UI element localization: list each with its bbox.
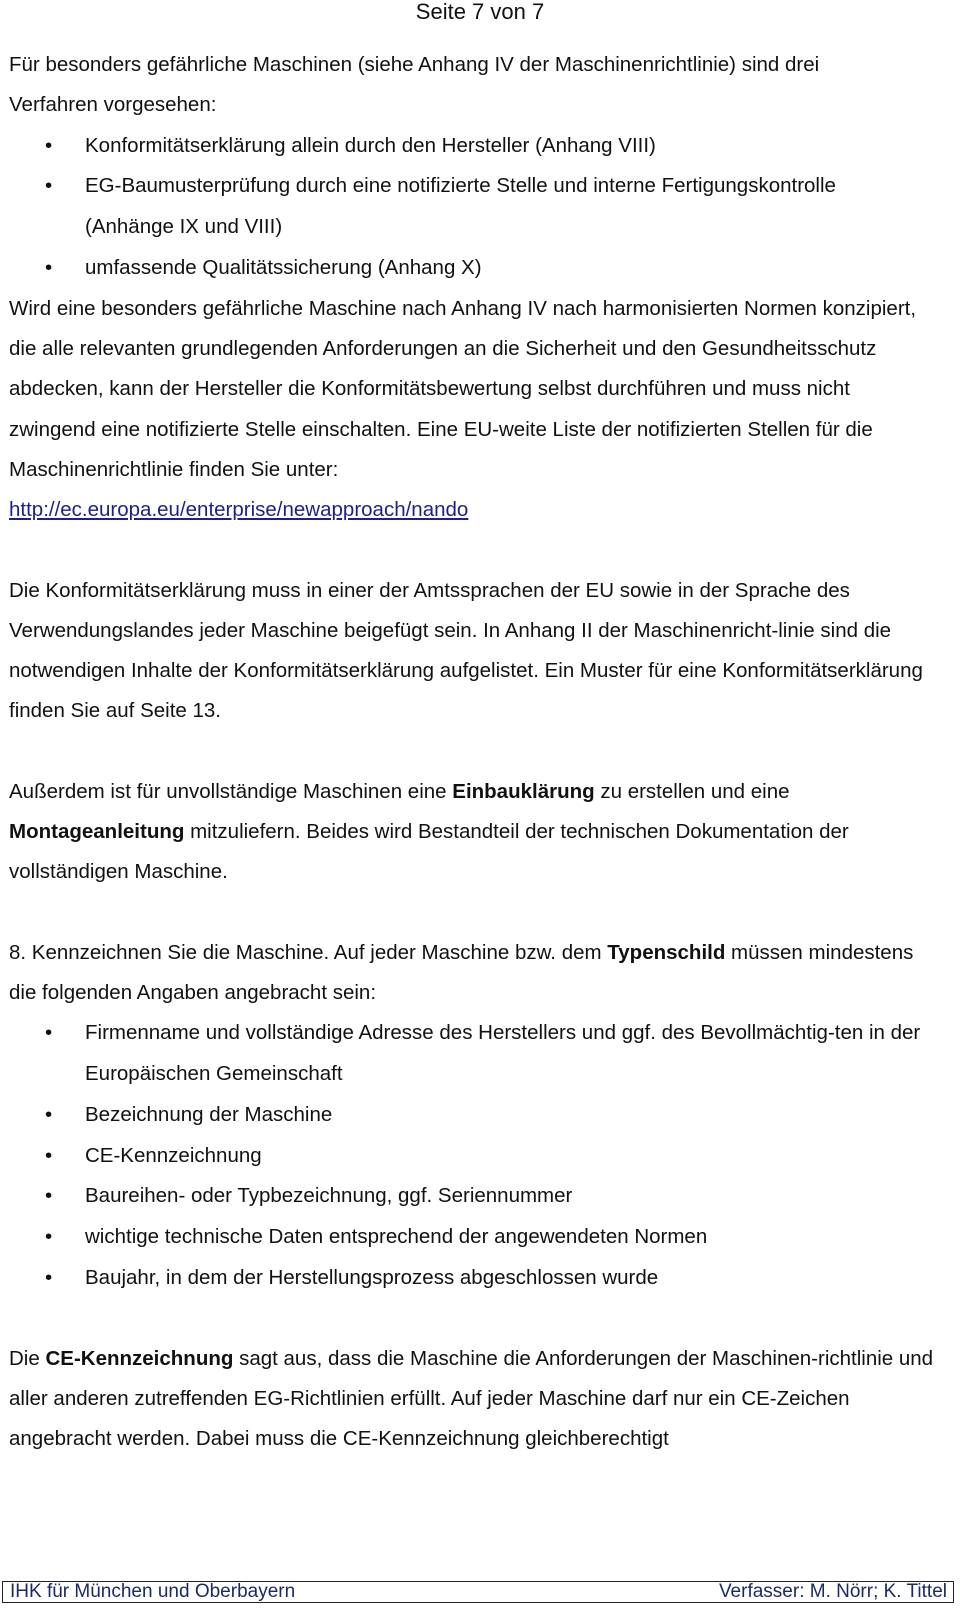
footer-organization: IHK für München und Oberbayern <box>10 1581 296 1602</box>
ce-marking-paragraph: Die CE-Kennzeichnung sagt aus, dass die Maschine die Anforderungen der Maschinen-richtlinie und aller anderen zutreffenden EG-Richtlinien erfüllt. Auf jeder Maschine darf nur ein CE-Zeichen angebracht werden. Dabei muss die CE-Kennzeichnung gleichberechtigt <box>9 1346 934 1451</box>
page-number: Seite 7 von 7 <box>415 0 545 24</box>
list-item: • umfassende Qualitätssicherung (Anhang X) <box>9 248 949 289</box>
list-item: • Bezeichnung der Maschine <box>9 1095 949 1136</box>
intro-line-2: Verfahren vorgesehen: <box>9 93 217 117</box>
footer-authors: Verfasser: M. Nörr; K. Tittel <box>718 1581 947 1602</box>
intro-line-1: Für besonders gefährliche Maschinen (siehe Anhang IV der Maschinenrichtlinie) sind drei <box>9 53 820 76</box>
page-footer <box>2 1581 954 1603</box>
bullet-icon: • <box>45 255 53 279</box>
procedures-list <box>9 126 949 289</box>
bold-term: Einbauklärung <box>452 779 595 803</box>
bullet-icon: • <box>45 1184 53 1208</box>
nando-link[interactable]: http://ec.europa.eu/enterprise/newapproach/nando <box>9 498 469 522</box>
harmonized-standards-paragraph: Wird eine besonders gefährliche Maschine nach Anhang IV nach harmonisierten Normen konzipiert, die alle relevanten grundlegenden Anforderungen an die Sicherheit und den Gesundheitsschutz abdecken, kann der Hersteller die Konformitätsbewertung selbst durchführen und muss nicht zwingend eine notifizierte Stelle einschalten. Eine EU-weite Liste der notifizierten Stellen für die Maschinenrichtlinie finden Sie unter: http://ec.europa.eu/enterprise/newapproach/nando <box>9 296 917 522</box>
declaration-paragraph: Die Konformitätserklärung muss in einer der Amtssprachen der EU sowie in der Sprache des Verwendungslandes jeder Maschine beigefügt sein. In Anhang II der Maschinenricht-linie sind die notwendigen Inhalte der Konformitätserklärung aufgelistet. Ein Muster für eine Konformitätserklärung finden Sie auf Seite 13. <box>9 578 923 723</box>
bold-term: CE-Kennzeichnung <box>45 1346 234 1370</box>
bullet-icon: • <box>45 174 53 198</box>
bullet-icon: • <box>45 1143 53 1167</box>
list-item: • Konformitätserklärung allein durch den Hersteller (Anhang VIII) <box>9 126 949 167</box>
bullet-icon: • <box>45 1266 53 1290</box>
list-item: • CE-Kennzeichnung <box>9 1136 949 1177</box>
document-body <box>9 45 949 1460</box>
bullet-icon: • <box>45 1102 53 1126</box>
bold-term: Typenschild <box>607 940 726 964</box>
list-item: • Firmenname und vollständige Adresse des Herstellers und ggf. des Bevollmächtig-ten in der Europäischen Gemeinschaft <box>9 1013 949 1095</box>
marking-paragraph: 8. Kennzeichnen Sie die Maschine. Auf jeder Maschine bzw. dem Typenschild müssen mindestens die folgenden Angaben angebracht sein: <box>9 940 914 1004</box>
incomplete-machines-paragraph: Außerdem ist für unvollständige Maschinen eine Einbauklärung zu erstellen und eine Montageanleitung mitzuliefern. Beides wird Bestandteil der technischen Dokumentation der vollständigen Maschine. <box>9 779 849 884</box>
bold-term: Montageanleitung <box>9 820 185 844</box>
bullet-icon: • <box>45 133 53 157</box>
bullet-icon: • <box>45 1021 53 1045</box>
bullet-icon: • <box>45 1225 53 1249</box>
list-item: • Baujahr, in dem der Herstellungsprozess abgeschlossen wurde <box>9 1258 949 1299</box>
list-item: • wichtige technische Daten entsprechend der angewendeten Normen <box>9 1217 949 1258</box>
required-items-list <box>9 1013 949 1299</box>
list-item: • EG-Baumusterprüfung durch eine notifizierte Stelle und interne Fertigungskontrolle (Anhänge IX und VIII) <box>9 166 949 248</box>
list-item: • Baureihen- oder Typbezeichnung, ggf. Seriennummer <box>9 1176 949 1217</box>
